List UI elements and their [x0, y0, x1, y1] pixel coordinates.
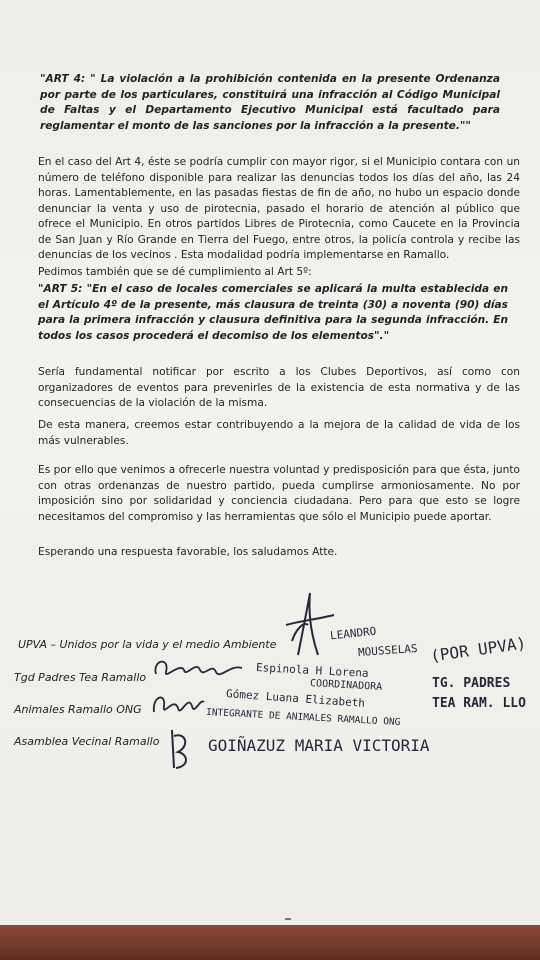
signature-upva: [278, 585, 338, 665]
handwritten-tgd-name: Espinola H Lorena: [255, 661, 369, 680]
handwritten-tgd-note-1: TG. PADRES: [432, 676, 511, 691]
org-upva: UPVA – Unidos por la vida y el medio Ambiente: [18, 638, 277, 651]
handwritten-upva-note: (POR UPVA): [429, 633, 528, 666]
paragraph-contribute: De esta manera, creemos estar contribuyendo a la mejora de la calidad de vida de los más vulnerables.: [38, 419, 520, 447]
handwritten-tgd-note-2: TEA RAM. LLO: [432, 696, 526, 711]
handwritten-animales-role: INTEGRANTE DE ANIMALES RAMALLO ONG: [205, 706, 401, 729]
handwritten-upva-name-1: LEANDRO: [329, 624, 377, 643]
table-surface: [0, 925, 540, 960]
paragraph-art4: En el caso del Art 4, éste se podría cumplir con mayor rigor, si el Municipio contara con un número de teléfono disponible para realizar las denuncias todos los días del año, las 24 horas. Lamentablemente, en las pasadas fiestas de fin de año, no hubo un espacio donde denunciar la venta y uso de pirotecnia, pasado el horario de atención al público que ofrece el Municipio. En otros partidos Libres de Pirotecnia, como Caucete en la Provincia de San Juan y Río Grande en Tierra del Fuego, entre otros, la policía controla y recibe las denuncias de los vecinos . Esta modalidad podría implementarse en Ramallo.: [38, 156, 520, 261]
handwritten-upva-name-2: MOUSSELAS: [357, 641, 418, 660]
request-art5: Pedimos también que se dé cumplimiento al Art 5º:: [38, 266, 312, 278]
signature-asamblea: [166, 726, 196, 772]
handwritten-tgd-role: COORDINADORA: [309, 678, 383, 693]
closing-line: Esperando una respuesta favorable, los saludamos Atte.: [38, 546, 338, 558]
org-tgd: Tgd Padres Tea Ramallo: [14, 671, 147, 684]
signature-tgd: [150, 652, 250, 686]
art4-quote: "ART 4: " La violación a la prohibición contenida en la presente Ordenanza por parte de los particulares, constituirá una infracción al Código Municipal de Faltas y el Departamento Ejecutivo Municipal está facultado para reglamentar el monto de las sanciones por la infracción a la presente."": [40, 73, 500, 132]
handwritten-animales-name: Gómez Luana Elizabeth: [225, 687, 366, 710]
org-asamblea: Asamblea Vecinal Ramallo: [14, 735, 160, 748]
paragraph-offer: Es por ello que venimos a ofrecerle nuestra voluntad y predisposición para que ésta, junto con otras ordenanzas de nuestro partido, pueda cumplirse armoniosamente. No por imposición sino por solidaridad y conciencia ciudadana. Pero para que esto se logre necesitamos del compromiso y las herramientas que sólo el Municipio puede aportar.: [38, 464, 520, 523]
art5-quote: "ART 5: "En el caso de locales comerciales se aplicará la multa establecida en el Artículo 4º de la presente, más clausura de treinta (30) a noventa (90) días para la primera infracción y clausura definitiva para la segunda infracción. En todos los casos procederá el decomiso de los elementos".": [38, 283, 508, 342]
handwritten-asamblea-name: GOIÑAZUZ MARIA VICTORIA: [208, 736, 430, 755]
page-mark: [285, 918, 291, 920]
org-animales: Animales Ramallo ONG: [14, 703, 142, 716]
paragraph-clubs: Sería fundamental notificar por escrito a los Clubes Deportivos, así como con organizadores de eventos para prevenirles de la existencia de esta normativa y de las consecuencias de la violación de la misma.: [38, 366, 520, 409]
signature-animales: [148, 688, 208, 724]
